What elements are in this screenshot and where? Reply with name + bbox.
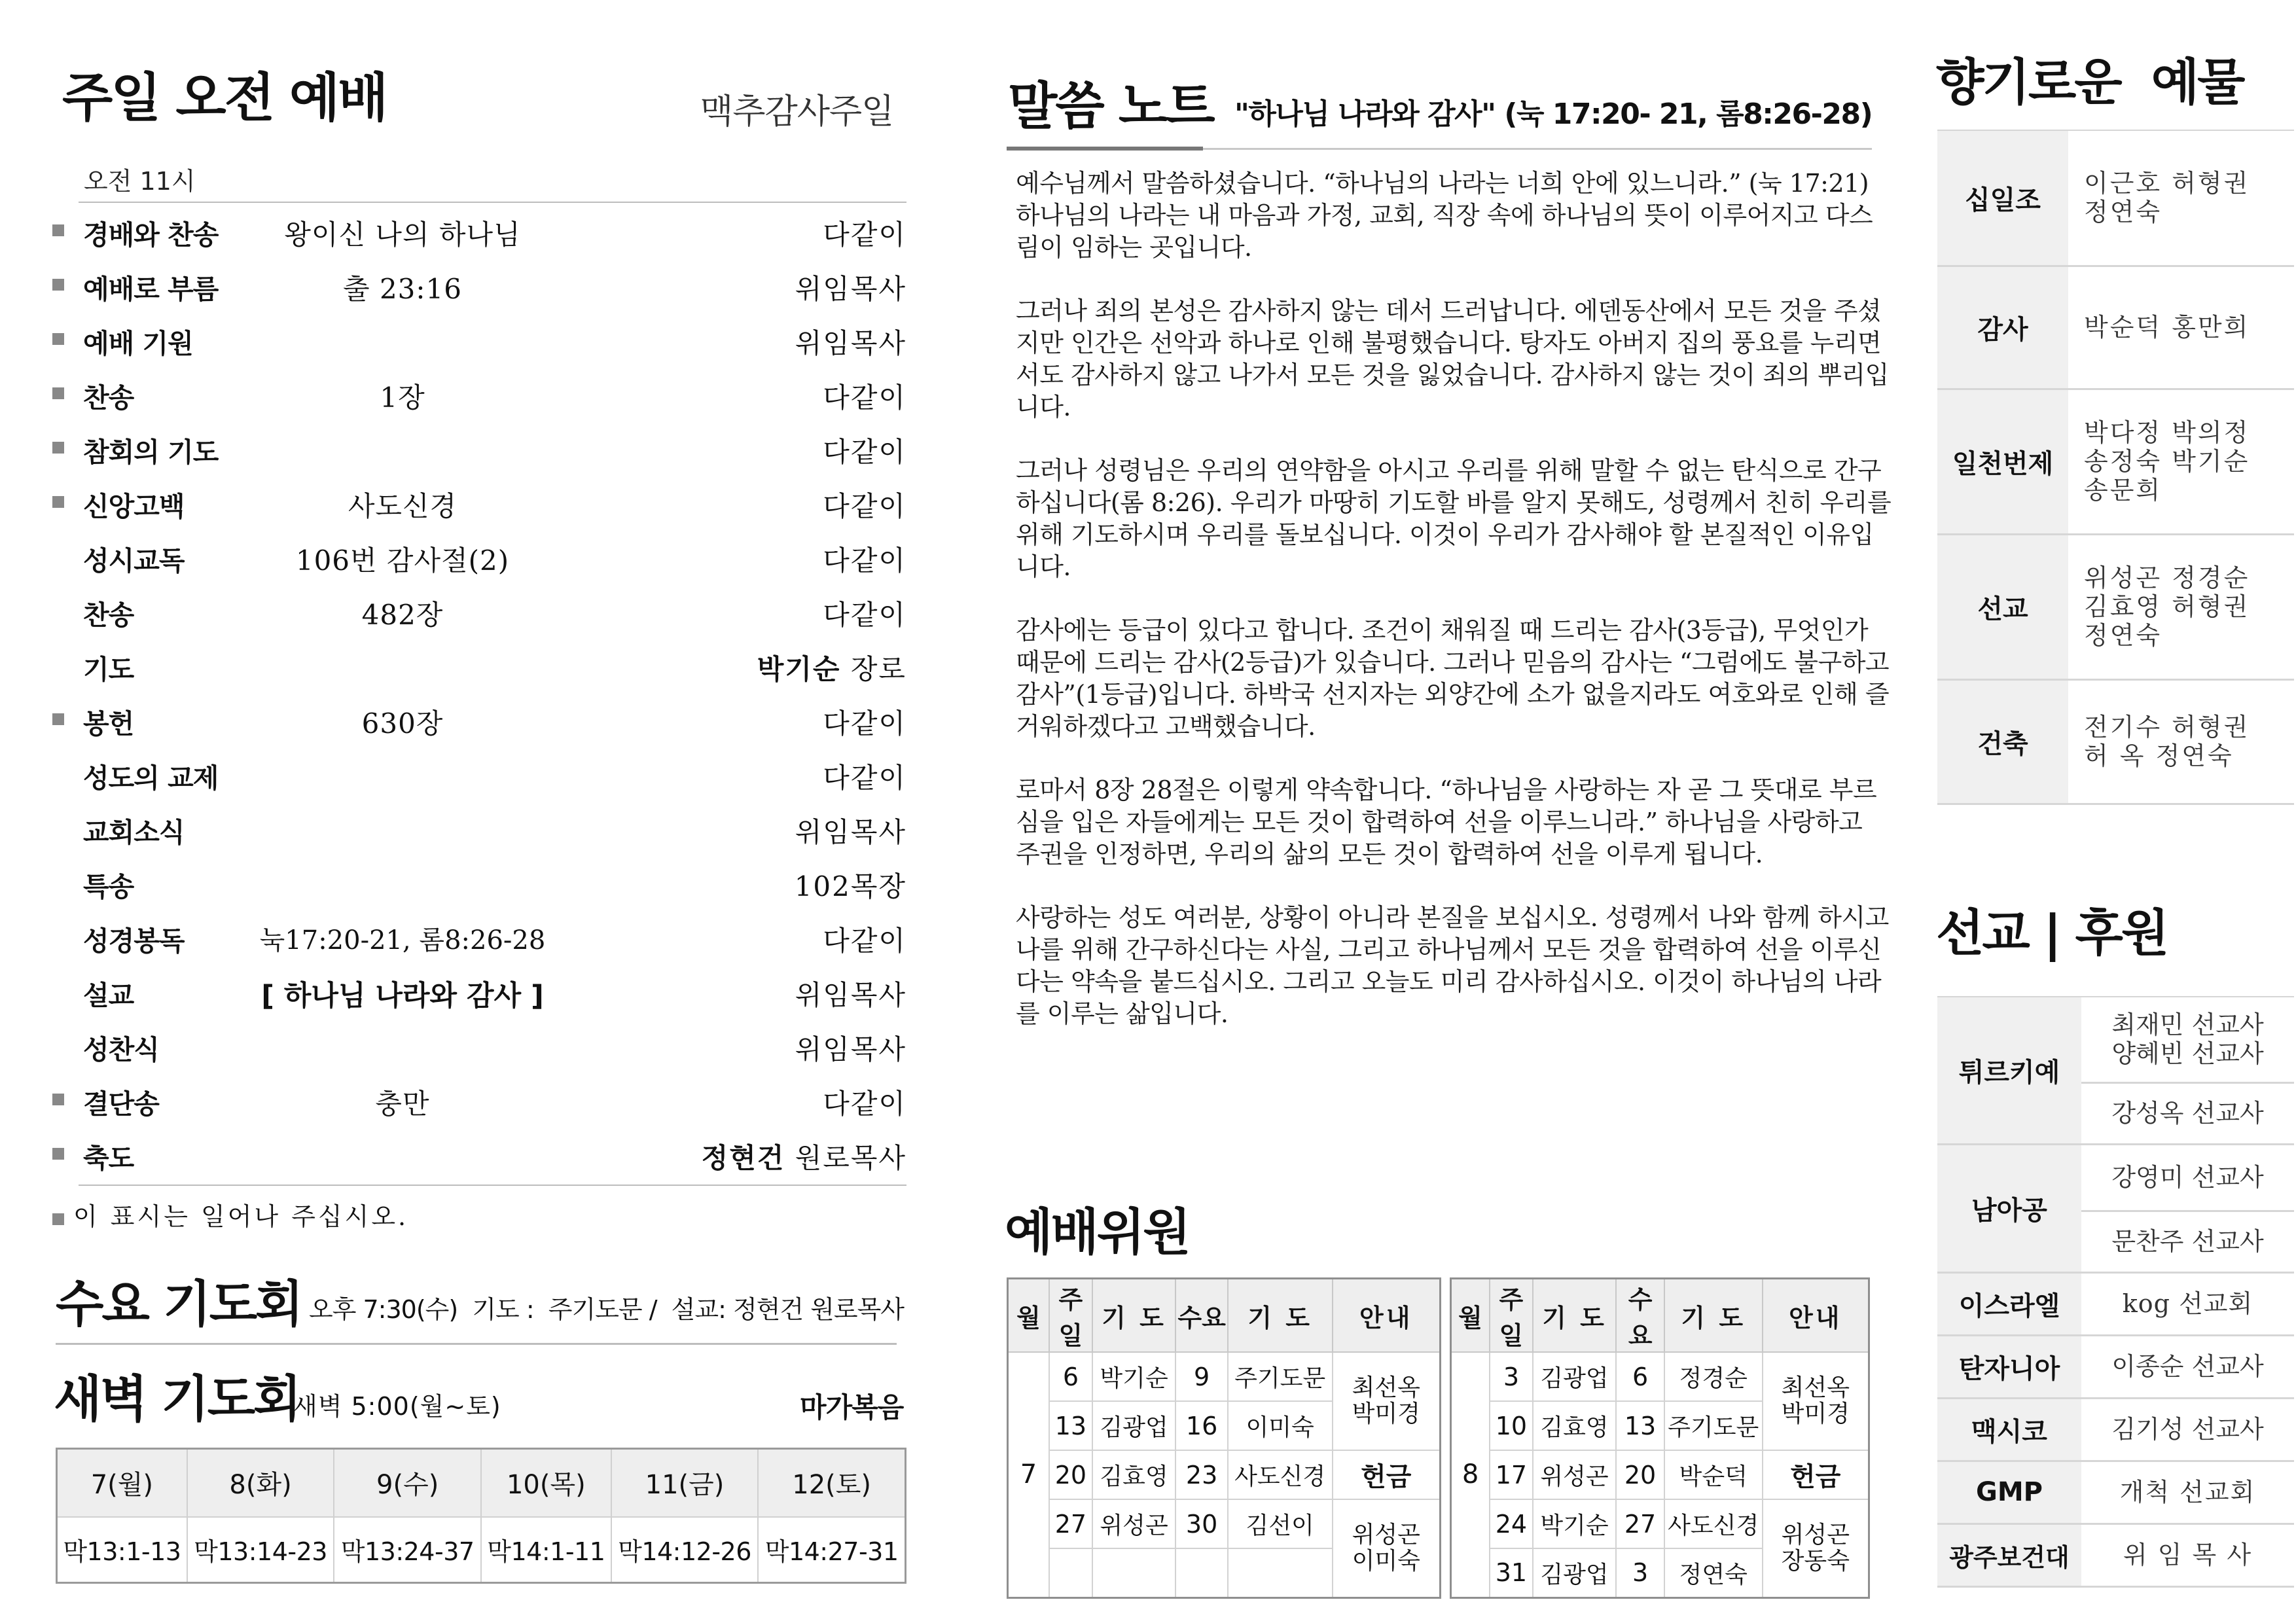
guide-cell: 위성곤 장동숙 — [1763, 1499, 1869, 1597]
wednesday-date: 9 — [1175, 1352, 1227, 1401]
offering-names: 박순덕 홍만희 — [2068, 266, 2294, 389]
worship-item — [49, 1128, 906, 1182]
worship-item-leader: 다같이 — [823, 436, 906, 468]
wednesday-prayer: 사도신경 — [1664, 1499, 1763, 1548]
worship-item-leader: 다같이 — [823, 762, 906, 794]
wednesday-prayer: 주기도문 — [1228, 1352, 1333, 1401]
sunday-date: 20 — [1049, 1450, 1092, 1499]
guide-cell: 최선옥 박미경 — [1333, 1352, 1441, 1450]
sermon-title-in-order: [ 하나님 나라와 감사 ] — [261, 980, 544, 1012]
missions-title: 선교 | 후원 — [1936, 904, 2168, 962]
worship-item-leader: 정현건 원로목사 — [701, 1142, 906, 1174]
wednesday-rule — [56, 1343, 897, 1345]
wednesday-date — [1175, 1548, 1227, 1597]
worship-item-leader: 위임목사 — [795, 327, 906, 359]
worship-item-leader: 다같이 — [823, 544, 906, 577]
wednesday-info: 오후 7:30(수) 기도 : 주기도문 / 설교: 정현건 원로목사 — [309, 1295, 905, 1324]
staff-month: 7 — [1008, 1352, 1050, 1597]
worship-item — [49, 204, 906, 259]
worship-bottom-rule — [79, 1185, 906, 1186]
dawn-time: 새벽 5:00(월~토) — [293, 1392, 501, 1421]
worship-title: 주일 오전 예배 — [62, 67, 387, 128]
offering-names: 전기수 허형권 허 옥 정연숙 — [2068, 679, 2294, 804]
sunday-date: 3 — [1490, 1352, 1533, 1401]
worship-item — [49, 693, 906, 747]
worship-item-leader: 위임목사 — [795, 816, 906, 848]
offering-category: 십일조 — [1937, 131, 2068, 266]
worship-item-leader: 다같이 — [823, 219, 906, 251]
standing-marker-icon — [52, 1213, 64, 1225]
worship-item-content: 왕이신 나의 하나님 — [284, 219, 521, 251]
worship-item-label: 축도 — [83, 1143, 134, 1174]
worship-item-content: 눅17:20-21, 롬8:26-28 — [259, 925, 546, 955]
worship-item — [49, 476, 906, 530]
worship-item-label: 찬송 — [83, 382, 134, 414]
worship-item-leader: 다같이 — [823, 382, 906, 414]
staff-header-row — [1451, 1279, 1869, 1353]
offering-row — [1937, 131, 2294, 266]
offering-cell: 헌금 — [1333, 1450, 1441, 1499]
staff-row — [1008, 1352, 1441, 1401]
dawn-day: 8(화) — [187, 1449, 334, 1517]
worship-item — [49, 259, 906, 313]
worship-item — [49, 747, 906, 802]
offering-table — [1937, 131, 2294, 805]
dawn-reading-table — [56, 1448, 906, 1584]
missions-row — [1937, 1144, 2294, 1211]
sunday-prayer: 김효영 — [1092, 1450, 1176, 1499]
sunday-prayer: 위성곤 — [1533, 1450, 1617, 1499]
sunday-prayer: 위성곤 — [1092, 1499, 1176, 1548]
dawn-day: 11(금) — [611, 1449, 759, 1517]
worship-item — [49, 313, 906, 367]
worship-item-leader: 위임목사 — [795, 1033, 906, 1065]
sunday-date: 24 — [1490, 1499, 1533, 1548]
sermon-title: 말씀 노트 — [1008, 77, 1213, 136]
missions-region: 맥시코 — [1937, 1398, 2081, 1461]
offering-cell: 헌금 — [1763, 1450, 1869, 1499]
guide-cell: 위성곤 이미숙 — [1333, 1499, 1441, 1597]
worship-item-leader: 다같이 — [823, 925, 906, 957]
wednesday-title: 수요 기도회 — [56, 1275, 302, 1333]
missions-region: 남아공 — [1937, 1144, 2081, 1272]
worship-time: 오전 11시 — [84, 167, 196, 196]
offering-names: 박다정 박의정 송정숙 박기순 송문희 — [2068, 389, 2294, 534]
missions-region: 튀르키예 — [1937, 997, 2081, 1144]
staff-month: 8 — [1451, 1352, 1490, 1597]
worship-item-label: 찬송 — [83, 599, 134, 631]
wednesday-prayer: 이미숙 — [1228, 1401, 1333, 1450]
standing-marker-icon — [52, 387, 64, 399]
wednesday-date: 27 — [1616, 1499, 1664, 1548]
worship-item — [49, 856, 906, 910]
staff-header: 안내 — [1763, 1279, 1869, 1353]
worship-item-content: 사도신경 — [348, 490, 457, 522]
sunday-date: 31 — [1490, 1548, 1533, 1597]
worship-item-leader: 102목장 — [794, 870, 906, 902]
dawn-day-row — [57, 1449, 906, 1517]
dawn-reading-row — [57, 1517, 906, 1583]
sunday-date: 10 — [1490, 1401, 1533, 1450]
sunday-prayer: 박기순 — [1533, 1499, 1617, 1548]
missions-entry: kog 선교회 — [2081, 1272, 2294, 1335]
wednesday-prayer: 주기도문 — [1664, 1401, 1763, 1450]
wednesday-date: 23 — [1175, 1450, 1227, 1499]
worship-item-leader: 위임목사 — [795, 979, 906, 1011]
staff-header: 주일 — [1490, 1279, 1533, 1353]
worship-item — [49, 367, 906, 421]
standing-marker-icon — [52, 1094, 64, 1105]
missions-region: 이스라엘 — [1937, 1272, 2081, 1335]
offering-category: 감사 — [1937, 266, 2068, 389]
sunday-date: 13 — [1049, 1401, 1092, 1450]
wednesday-date: 13 — [1616, 1401, 1664, 1450]
missions-entry: 최재민 선교사 양혜빈 선교사 — [2081, 997, 2294, 1082]
missions-row — [1937, 1335, 2294, 1398]
worship-item-content: 출 23:16 — [343, 273, 462, 305]
missions-region: 탄자니아 — [1937, 1335, 2081, 1398]
missions-entry: 이종순 선교사 — [2081, 1335, 2294, 1398]
staff-header: 기 도 — [1092, 1279, 1176, 1353]
sermon-paragraph: 그러나 죄의 본성은 감사하지 않는 데서 드러납니다. 에덴동산에서 모든 것을 주셨지만 인간은 선악과 하나로 인해 불평했습니다. 탕자도 아버지 집의 풍요를 누리면서도 감사하지 않고 나가서 모든 것을 잃었습니다. 감사하지 않는 것이 죄의 뿌리입니다. — [1016, 296, 1889, 421]
staff-row — [1451, 1352, 1869, 1401]
standing-marker-icon — [52, 496, 64, 508]
sunday-date: 6 — [1049, 1352, 1092, 1401]
worship-item — [49, 1073, 906, 1128]
staff-header: 수요 — [1175, 1279, 1227, 1353]
sermon-paragraph: 감사에는 등급이 있다고 합니다. 조건이 채워질 때 드리는 감사(3등급), 무엇인가 때문에 드리는 감사(2등급)가 있습니다. 그러나 믿음의 감사는 “그럼에도 불구하고 감사”(1등급)입니다. 하박국 선지자는 외양간에 소가 없을지라도 여호와로 인해 즐거워하겠다고 고백했습니다. — [1016, 616, 1890, 741]
offering-names: 이근호 허형권 정연숙 — [2068, 131, 2294, 266]
standing-marker-icon — [52, 1148, 64, 1160]
standing-marker-icon — [52, 279, 64, 291]
standing-marker-icon — [52, 442, 64, 454]
staff-header: 기 도 — [1533, 1279, 1617, 1353]
worship-subtitle: 맥추감사주일 — [700, 92, 894, 132]
worship-item-label: 예배로 부름 — [83, 274, 219, 305]
worship-item-label: 성도의 교제 — [83, 762, 219, 794]
worship-item-label: 봉헌 — [83, 708, 134, 740]
sermon-paragraph: 사랑하는 성도 여러분, 상황이 아니라 본질을 보십시오. 성령께서 나와 함께 하시고 나를 위해 간구하신다는 사실, 그리고 하나님께서 모든 것을 합력하여 선을 이루신다는 약속을 붙드십시오. 그리고 오늘도 미리 감사하십시오. 이것이 하나님의 나라를 이루는 삶입니다. — [1016, 903, 1889, 1028]
sunday-date — [1049, 1548, 1092, 1597]
offering-category: 일천번제 — [1937, 389, 2068, 534]
worship-item — [49, 910, 906, 965]
standing-note — [52, 1196, 408, 1232]
wednesday-prayer: 사도신경 — [1228, 1450, 1333, 1499]
worship-item — [49, 1019, 906, 1073]
wednesday-prayer — [1228, 1548, 1333, 1597]
staff-header: 수요 — [1616, 1279, 1664, 1353]
worship-item — [49, 584, 906, 639]
worship-item-label: 성찬식 — [83, 1034, 159, 1065]
standing-note-text: 이 표시는 일어나 주십시오. — [73, 1202, 409, 1231]
sunday-prayer: 김광업 — [1533, 1352, 1617, 1401]
wednesday-prayer: 김선이 — [1228, 1499, 1333, 1548]
offering-row — [1937, 389, 2294, 534]
dawn-reading: 막14:1-11 — [481, 1517, 611, 1583]
worship-item-content: 1장 — [380, 382, 425, 414]
sermon-paragraph: 로마서 8장 28절은 이렇게 약속합니다. “하나님을 사랑하는 자 곧 그 뜻대로 부르심을 입은 자들에게는 모든 것이 합력하여 선을 이루느니라.” 하나님을 사랑하고 주권을 인정하면, 우리의 삶의 모든 것이 합력하여 선을 이루게 됩니다. — [1016, 776, 1877, 868]
sunday-prayer: 박기순 — [1092, 1352, 1176, 1401]
sermon-subtitle: "하나님 나라와 감사" (눅 17:20- 21, 롬8:26-28) — [1234, 98, 1873, 131]
worship-item-leader: 다같이 — [823, 599, 906, 631]
dawn-reading: 막14:27-31 — [758, 1517, 905, 1583]
missions-entry: 김기성 선교사 — [2081, 1398, 2294, 1461]
staff-header: 기 도 — [1664, 1279, 1763, 1353]
sermon-body — [1016, 168, 1893, 1061]
wednesday-date: 16 — [1175, 1401, 1227, 1450]
worship-item-label: 성시교독 — [83, 545, 185, 577]
staff-header-row — [1008, 1279, 1441, 1353]
worship-item-label: 참회의 기도 — [83, 437, 219, 468]
worship-item — [49, 802, 906, 856]
offering-names: 위성곤 정경순 김효영 허형권 정연숙 — [2068, 534, 2294, 679]
worship-order-list — [49, 204, 906, 1182]
worship-item-leader: 다같이 — [823, 707, 906, 740]
dawn-reading: 막13:24-37 — [334, 1517, 481, 1583]
missions-row — [1937, 1461, 2294, 1524]
worship-item-content: 630장 — [361, 707, 444, 740]
worship-item — [49, 530, 906, 584]
wednesday-date: 3 — [1616, 1548, 1664, 1597]
missions-table — [1937, 997, 2294, 1588]
dawn-reading: 막13:1-13 — [57, 1517, 187, 1583]
wednesday-date: 30 — [1175, 1499, 1227, 1548]
sunday-prayer — [1092, 1548, 1176, 1597]
sunday-prayer: 김광업 — [1092, 1401, 1176, 1450]
worship-item-label: 교회소식 — [83, 817, 185, 848]
worship-item-label: 신앙고백 — [83, 491, 185, 522]
missions-entry: 개척 선교회 — [2081, 1461, 2294, 1524]
staff-header: 월 — [1008, 1279, 1050, 1353]
missions-row — [1937, 1398, 2294, 1461]
offering-category: 건축 — [1937, 679, 2068, 804]
sermon-paragraph: 그러나 성령님은 우리의 연약함을 아시고 우리를 위해 말할 수 없는 탄식으로 간구하십니다(롬 8:26). 우리가 마땅히 기도할 바를 알지 못해도, 성령께서 친히 우리를 위해 기도하시며 우리를 돌보십니다. 이것이 우리가 감사해야 할 본질적인 이유입니다. — [1016, 456, 1892, 581]
dawn-day: 10(목) — [481, 1449, 611, 1517]
offering-row — [1937, 266, 2294, 389]
wednesday-prayer: 정경순 — [1664, 1352, 1763, 1401]
staff-header: 주일 — [1049, 1279, 1092, 1353]
worship-item-label: 기도 — [83, 654, 134, 685]
dawn-day: 12(토) — [758, 1449, 905, 1517]
missions-entry: 위 임 목 사 — [2081, 1524, 2294, 1586]
staff-table-july — [1007, 1277, 1441, 1599]
worship-item-content: 482장 — [361, 599, 444, 631]
staff-header: 월 — [1451, 1279, 1490, 1353]
offering-row — [1937, 534, 2294, 679]
worship-item — [49, 421, 906, 476]
standing-marker-icon — [52, 713, 64, 725]
missions-entry: 문찬주 선교사 — [2081, 1211, 2294, 1272]
sunday-prayer: 김효영 — [1533, 1401, 1617, 1450]
staff-row — [1451, 1450, 1869, 1499]
worship-item-leader: 위임목사 — [795, 273, 906, 305]
wednesday-date: 20 — [1616, 1450, 1664, 1499]
staff-title: 예배위원 — [1005, 1203, 1189, 1261]
offering-category: 선교 — [1937, 534, 2068, 679]
missions-row — [1937, 1524, 2294, 1586]
worship-item-leader: 박기순 장로 — [757, 653, 906, 685]
standing-marker-icon — [52, 224, 64, 236]
wednesday-date: 6 — [1616, 1352, 1664, 1401]
worship-item-label: 설교 — [83, 980, 134, 1011]
worship-item-leader: 다같이 — [823, 490, 906, 522]
missions-row — [1937, 997, 2294, 1082]
sermon-paragraph: 예수님께서 말씀하셨습니다. “하나님의 나라는 너희 안에 있느니라.” (눅 17:21) 하나님의 나라는 내 마음과 가정, 교회, 직장 속에 하나님의 뜻이 이루어지고 다스림이 임하는 곳입니다. — [1016, 169, 1873, 262]
worship-item-label: 성경봉독 — [83, 925, 185, 957]
offering-title: 향기로운 예물 — [1936, 53, 2244, 111]
offering-row — [1937, 679, 2294, 804]
guide-cell: 최선옥 박미경 — [1763, 1352, 1869, 1450]
worship-item-content: 충만 — [375, 1088, 430, 1120]
staff-header: 기 도 — [1228, 1279, 1333, 1353]
dawn-reading: 막13:14-23 — [187, 1517, 334, 1583]
dawn-day: 7(월) — [57, 1449, 187, 1517]
dawn-title: 새벽 기도회 — [54, 1370, 300, 1428]
missions-entry: 강영미 선교사 — [2081, 1144, 2294, 1211]
worship-item-label: 특송 — [83, 871, 134, 902]
staff-row — [1451, 1499, 1869, 1548]
worship-item-content: 106번 감사절(2) — [295, 544, 510, 577]
sunday-date: 17 — [1490, 1450, 1533, 1499]
missions-row — [1937, 1272, 2294, 1335]
sermon-title-accent — [1007, 147, 1203, 151]
missions-entry: 강성옥 선교사 — [2081, 1082, 2294, 1144]
worship-item-leader: 다같이 — [823, 1088, 906, 1120]
standing-marker-icon — [52, 333, 64, 345]
staff-header: 안내 — [1333, 1279, 1441, 1353]
worship-item-label: 경배와 찬송 — [83, 219, 219, 251]
worship-item-label: 예배 기원 — [83, 328, 193, 359]
staff-row — [1008, 1499, 1441, 1548]
worship-item — [49, 965, 906, 1019]
sunday-prayer: 김광업 — [1533, 1548, 1617, 1597]
worship-item — [49, 639, 906, 693]
dawn-book: 마가복음 — [800, 1391, 904, 1423]
dawn-day: 9(수) — [334, 1449, 481, 1517]
dawn-reading: 막14:12-26 — [611, 1517, 759, 1583]
sunday-date: 27 — [1049, 1499, 1092, 1548]
staff-row — [1008, 1450, 1441, 1499]
wednesday-prayer: 박순덕 — [1664, 1450, 1763, 1499]
missions-region: GMP — [1937, 1461, 2081, 1524]
staff-table-august — [1450, 1277, 1870, 1599]
worship-time-rule — [79, 202, 906, 203]
missions-region: 광주보건대 — [1937, 1524, 2081, 1586]
worship-item-label: 결단송 — [83, 1088, 159, 1120]
wednesday-prayer: 정연숙 — [1664, 1548, 1763, 1597]
